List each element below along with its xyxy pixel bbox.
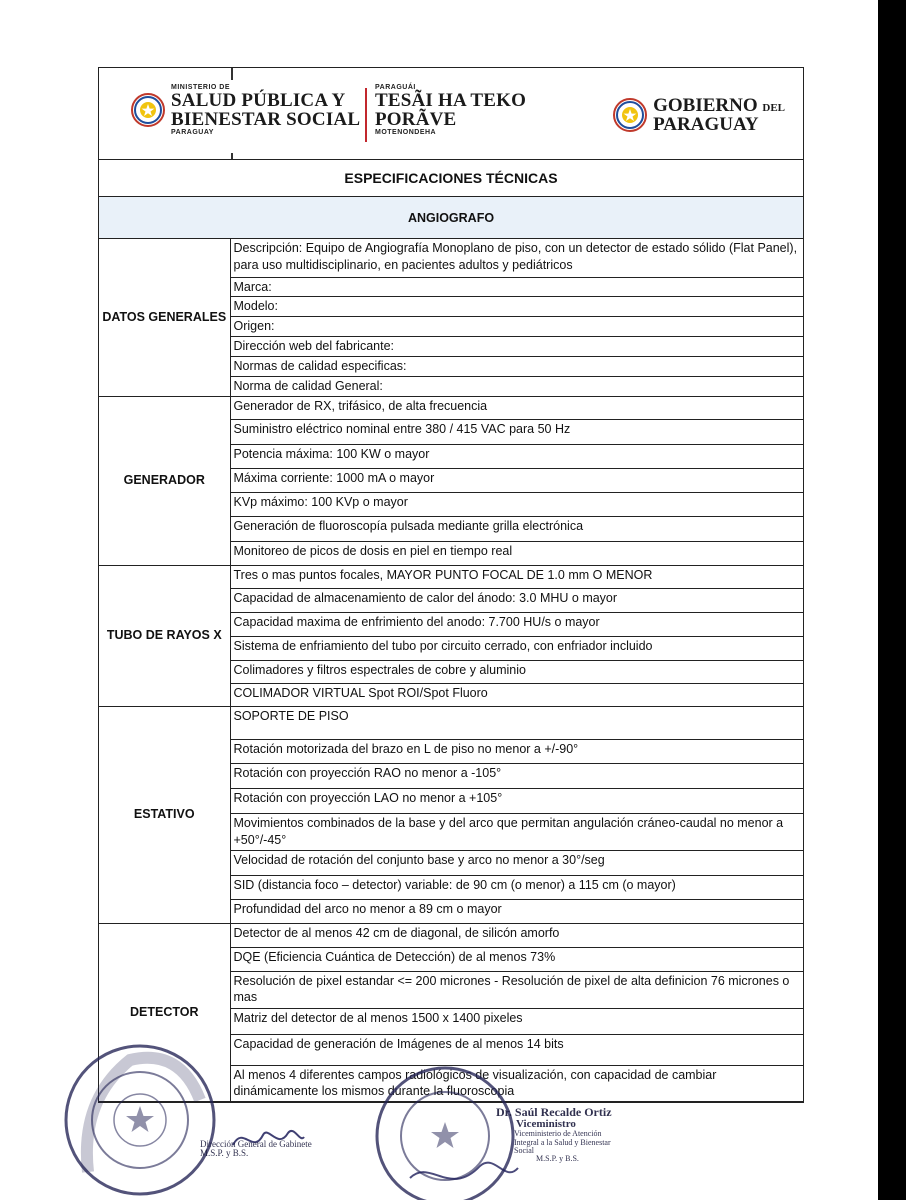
spec-item: Rotación motorizada del brazo en L de piso no menor a +/-90° (230, 739, 803, 763)
spec-item: Capacidad de almacenamiento de calor del ánodo: 3.0 MHU o mayor (230, 588, 803, 612)
ministry-line2: BIENESTAR SOCIAL (171, 109, 361, 130)
guarani-post: MOTENONDEHA (375, 129, 437, 136)
spec-item: Generación de fluoroscopía pulsada mediante grilla electrónica (230, 516, 803, 541)
letterhead (99, 68, 803, 160)
spec-item: Tres o mas puntos focales, MAYOR PUNTO FOCAL DE 1.0 mm O MENOR (230, 565, 803, 588)
spec-item: Colimadores y filtros espectrales de cobre y aluminio (230, 660, 803, 683)
spec-row (99, 565, 803, 588)
spec-item: Velocidad de rotación del conjunto base y arco no menor a 30°/seg (230, 850, 803, 875)
guarani-pre: PARAGUÁI (375, 84, 416, 91)
spec-item: Movimientos combinados de la base y del arco que permitan angulación cráneo-caudal no menor a +50°/-45° (230, 813, 803, 850)
equipment-title: ANGIOGRAFO (99, 197, 803, 239)
ministry-post: PARAGUAY (171, 129, 214, 136)
section-category: DETECTOR (99, 923, 230, 1102)
spec-item: Dirección web del fabricante: (230, 337, 803, 357)
spec-item: Sistema de enfriamiento del tubo por circuito cerrado, con enfriador incluido (230, 636, 803, 660)
ministry-pre: MINISTERIO DE (171, 84, 231, 91)
ministry-logo (131, 84, 360, 136)
spec-item: COLIMADOR VIRTUAL Spot ROI/Spot Fluoro (230, 683, 803, 706)
signer-department: Viceministerio de Atención Integral a la Salud y Bienestar Social (514, 1129, 611, 1155)
signer-name: Dr. Saúl Recalde Ortiz (496, 1105, 612, 1119)
spec-row (99, 239, 803, 277)
spec-table (99, 239, 803, 1102)
spec-document (98, 67, 804, 1103)
section-category: DATOS GENERALES (99, 239, 230, 396)
right-signature-block (496, 1106, 656, 1164)
spec-item: SID (distancia foco – detector) variable: de 90 cm (o menor) a 115 cm (o mayor) (230, 875, 803, 899)
guarani-line1: TESÃI HA TEKO (375, 90, 527, 111)
spec-item: Resolución de pixel estandar <= 200 micrones - Resolución de pixel de alta definicion 76 micrones o mas (230, 971, 803, 1008)
spec-item: Capacidad maxima de enfrimiento del anodo: 7.700 HU/s o mayor (230, 612, 803, 636)
spec-row (99, 396, 803, 419)
spec-row (99, 923, 803, 947)
section-category: GENERADOR (99, 396, 230, 565)
spec-item: Máxima corriente: 1000 mA o mayor (230, 468, 803, 492)
spec-item: Al menos 4 diferentes campos radiológicos de visualización, con capacidad de cambiar dinámicamente los mismos durante la fluoroscopia (230, 1065, 803, 1102)
spec-item: Modelo: (230, 297, 803, 317)
spec-item: Generador de RX, trifásico, de alta frecuencia (230, 396, 803, 419)
spec-item: Norma de calidad General: (230, 376, 803, 396)
section-category: ESTATIVO (99, 706, 230, 923)
spec-item: Marca: (230, 277, 803, 297)
spec-item: Rotación con proyección LAO no menor a +105° (230, 788, 803, 813)
gov-line2: PARAGUAY (653, 114, 759, 135)
spec-item: Detector de al menos 42 cm de diagonal, de silicón amorfo (230, 923, 803, 947)
scan-border (878, 0, 906, 1200)
gov-line1: GOBIERNO (653, 95, 758, 116)
spec-item: KVp máximo: 100 KVp o mayor (230, 492, 803, 516)
header-tick (231, 68, 233, 80)
gov-del: DEL (762, 102, 785, 114)
spec-item: Descripción: Equipo de Angiografía Monoplano de piso, con un detector de estado sólido (Flat Panel), para uso multidisciplinario, en pacientes adultos y pediátricos (230, 239, 803, 277)
signer-org: M.S.P. y B.S. (536, 1154, 579, 1164)
guarani-line2: PORÃVE (375, 109, 457, 130)
spec-item: Normas de calidad especificas: (230, 357, 803, 377)
spec-item: DQE (Eficiencia Cuántica de Detección) de al menos 73% (230, 947, 803, 971)
header-tick (231, 153, 233, 159)
spec-item: Origen: (230, 317, 803, 337)
signer-title: Viceministro (516, 1117, 576, 1130)
government-seal-icon (613, 98, 647, 132)
spec-item: Monitoreo de picos de dosis en piel en tiempo real (230, 541, 803, 565)
document-title: ESPECIFICACIONES TÉCNICAS (99, 160, 803, 197)
left-stamp-caption: Dirección General de Gabinete M.S.P. y B.S. (200, 1139, 312, 1159)
spec-row (99, 706, 803, 739)
spec-item: Rotación con proyección RAO no menor a -105° (230, 763, 803, 788)
paraguay-seal-icon (131, 93, 165, 127)
spec-item: Capacidad de generación de Imágenes de al menos 14 bits (230, 1034, 803, 1065)
section-category: TUBO DE RAYOS X (99, 565, 230, 706)
spec-item: SOPORTE DE PISO (230, 706, 803, 739)
guarani-logo (375, 84, 526, 136)
government-logo (613, 96, 785, 134)
left-official-stamp (60, 1040, 220, 1200)
header-divider (365, 88, 367, 142)
spec-item: Profundidad del arco no menor a 89 cm o mayor (230, 899, 803, 923)
spec-item: Potencia máxima: 100 KW o mayor (230, 444, 803, 468)
ministry-line1: SALUD PÚBLICA Y (171, 90, 346, 111)
spec-item: Matriz del detector de al menos 1500 x 1400 pixeles (230, 1008, 803, 1034)
spec-item: Suministro eléctrico nominal entre 380 / 415 VAC para 50 Hz (230, 419, 803, 444)
